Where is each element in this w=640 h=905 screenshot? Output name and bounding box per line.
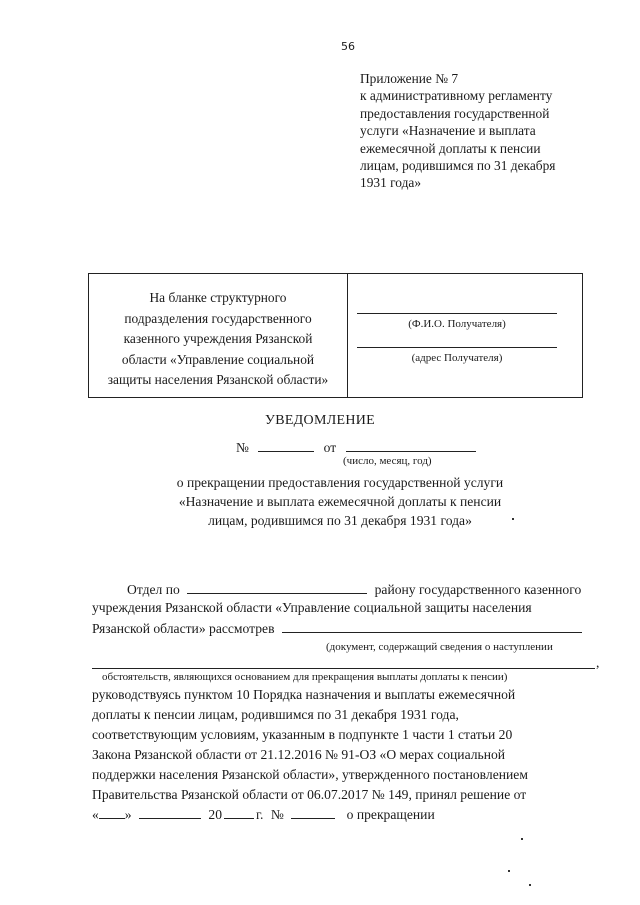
body-line: Правительства Рязанской области от 06.07.2017 № 149, принял решение от bbox=[92, 787, 527, 802]
circumstances-field[interactable] bbox=[92, 668, 595, 669]
body-line: учреждения Рязанской области «Управление социальной защиты населения bbox=[92, 600, 532, 615]
notice-title: УВЕДОМЛЕНИЕ bbox=[264, 413, 376, 428]
body-line: соответствующим условиям, указанным в подпункте 1 части 1 статьи 20 bbox=[92, 727, 513, 742]
appendix-line: лицам, родившимся по 31 декабря bbox=[360, 158, 556, 174]
decision-tail: о прекращении bbox=[346, 807, 435, 822]
decision-number-field[interactable] bbox=[291, 806, 335, 819]
year-suffix: г. bbox=[256, 807, 264, 822]
recipient-address-line[interactable] bbox=[357, 347, 557, 348]
reviewed-label: Рязанской области» рассмотрев bbox=[92, 621, 275, 636]
decision-month-field[interactable] bbox=[139, 806, 201, 819]
department-tail: району государственного казенного bbox=[374, 582, 582, 597]
from-label: от bbox=[323, 440, 337, 455]
number-sign: № bbox=[270, 807, 284, 822]
decision-day-field[interactable] bbox=[99, 806, 125, 819]
year-prefix: 20 bbox=[208, 807, 222, 822]
subject-line: «Назначение и выплата ежемесячной доплаты к пенсии bbox=[178, 494, 502, 509]
appendix-line: ежемесячной доплаты к пенсии bbox=[360, 140, 541, 156]
scan-speck bbox=[512, 518, 514, 520]
document-field[interactable] bbox=[282, 620, 582, 633]
subject-line: лицам, родившимся по 31 декабря 1931 года» bbox=[208, 513, 472, 528]
notice-date-field[interactable] bbox=[346, 439, 476, 452]
subject-line: о прекращении предоставления государственной услуги bbox=[176, 475, 504, 490]
body-line: доплаты к пенсии лицам, родившимся по 31 декабря 1931 года, bbox=[92, 707, 459, 722]
decision-date-line bbox=[92, 806, 600, 823]
notice-number-line bbox=[236, 439, 476, 456]
recipient-address-caption: (адрес Получателя) bbox=[411, 352, 503, 364]
appendix-header bbox=[360, 70, 555, 192]
letterhead-line: казенного учреждения Рязанской bbox=[123, 331, 313, 346]
scan-speck bbox=[508, 870, 510, 872]
recipient-name-caption: (Ф.И.О. Получателя) bbox=[408, 318, 506, 330]
comma: , bbox=[596, 655, 600, 670]
letterhead-note bbox=[89, 288, 347, 391]
appendix-line: услуги «Назначение и выплата bbox=[360, 123, 536, 139]
open-quote: « bbox=[92, 807, 99, 822]
close-quote: » bbox=[124, 807, 132, 822]
body-line: Закона Рязанской области от 21.12.2016 № 91-ОЗ «О мерах социальной bbox=[92, 747, 506, 762]
department-label: Отдел по bbox=[127, 582, 180, 597]
body-line-reviewed bbox=[92, 620, 600, 637]
scan-speck bbox=[529, 884, 531, 886]
body-line-department bbox=[127, 581, 600, 598]
notice-number-field[interactable] bbox=[258, 439, 314, 452]
appendix-line: Приложение № 7 bbox=[360, 71, 459, 86]
appendix-line: 1931 года» bbox=[360, 175, 422, 191]
number-label: № bbox=[236, 440, 249, 455]
appendix-line: к административному регламенту bbox=[360, 88, 553, 104]
page-number: 56 bbox=[341, 40, 355, 53]
decision-year-field[interactable] bbox=[224, 806, 254, 819]
district-field[interactable] bbox=[187, 581, 367, 594]
letterhead-line: защиты населения Рязанской области» bbox=[107, 372, 329, 387]
scan-speck bbox=[521, 838, 523, 840]
header-box bbox=[88, 273, 583, 398]
circumstances-hint: обстоятельств, являющихся основанием для прекращения выплаты доплаты к пенсии) bbox=[102, 671, 508, 683]
date-hint: (число, месяц, год) bbox=[343, 455, 432, 467]
box-divider bbox=[347, 274, 348, 397]
letterhead-line: На бланке структурного bbox=[149, 290, 287, 305]
letterhead-line: области «Управление социальной bbox=[121, 351, 315, 367]
letterhead-line: подразделения государственного bbox=[124, 310, 312, 326]
appendix-line: предоставления государственной bbox=[360, 105, 550, 121]
recipient-name-line[interactable] bbox=[357, 313, 557, 314]
body-line: руководствуясь пунктом 10 Порядка назначения и выплаты ежемесячной bbox=[92, 687, 516, 702]
body-line: поддержки населения Рязанской области», утвержденного постановлением bbox=[92, 767, 528, 782]
document-hint: (документ, содержащий сведения о наступлении bbox=[326, 641, 553, 653]
